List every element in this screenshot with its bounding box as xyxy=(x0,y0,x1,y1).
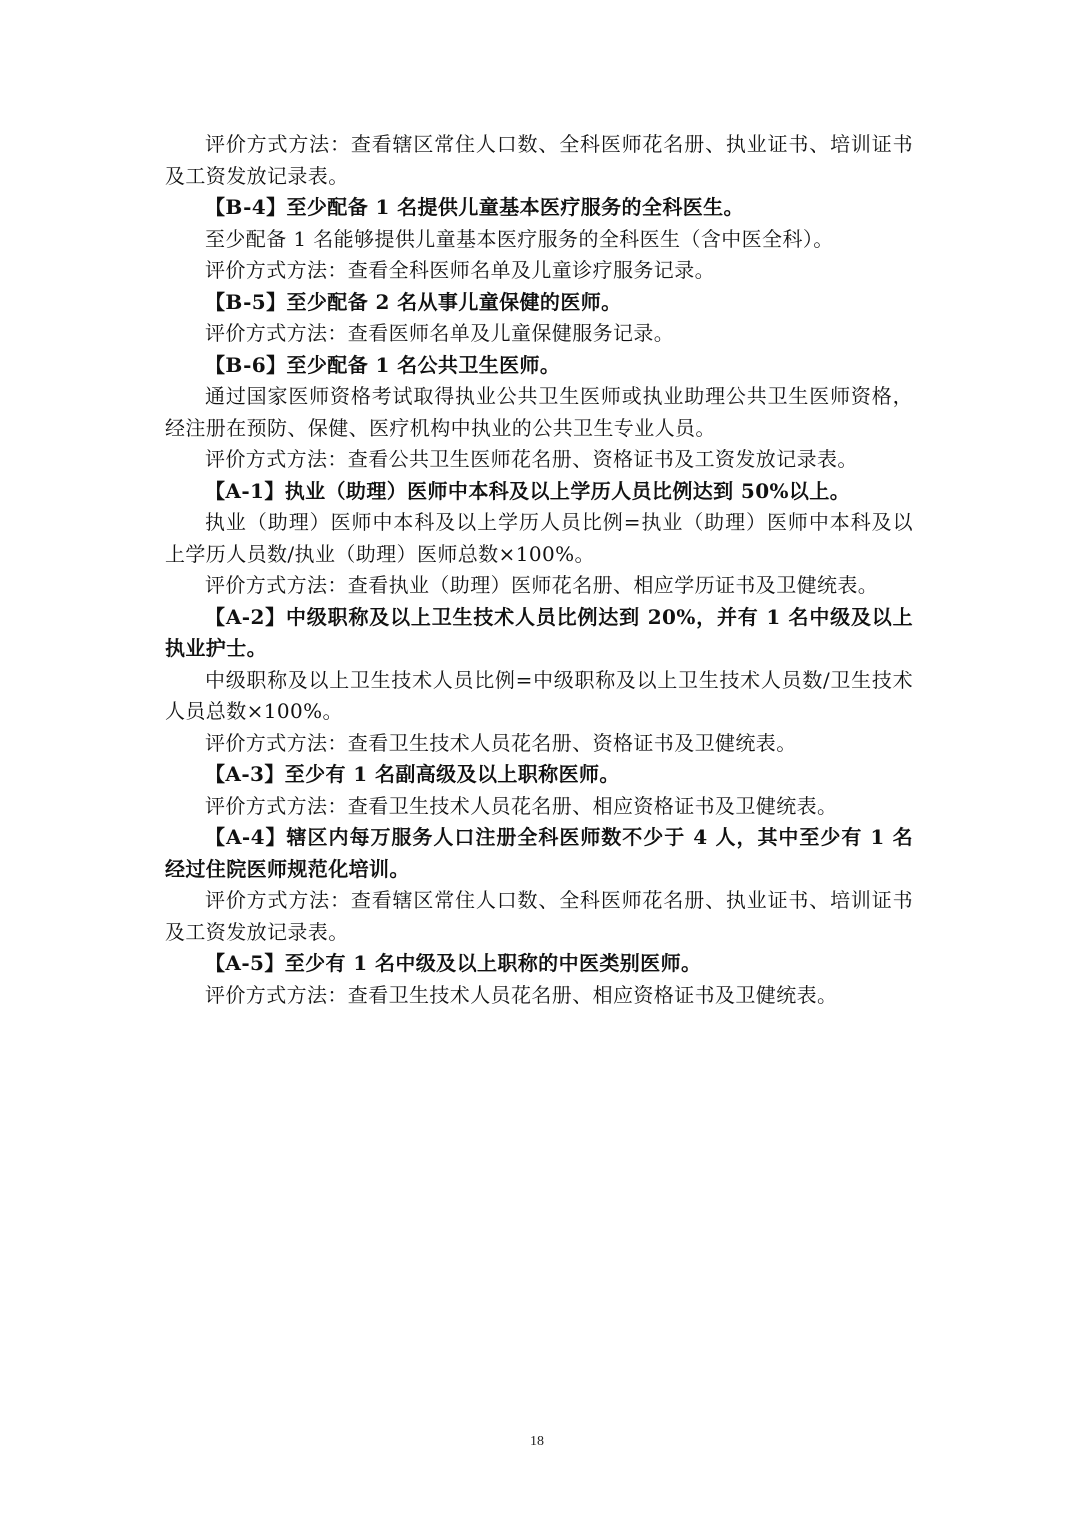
criterion-heading-a1: 【A-1】执业（助理）医师中本科及以上学历人员比例达到 50%以上。 xyxy=(205,478,851,503)
body-paragraph: 评价方式方法：查看卫生技术人员花名册、资格证书及卫健统表。 xyxy=(205,730,797,755)
body-paragraph: 评价方式方法：查看医师名单及儿童保健服务记录。 xyxy=(205,321,675,345)
criterion-heading-a3: 【A-3】至少有 1 名副高级及以上职称医师。 xyxy=(205,762,620,786)
body-paragraph: 执业（助理）医师中本科及以上学历人员比例=执业（助理）医师中本科及以上学历人员数/执业（助理）医师总数×100%。 xyxy=(165,510,913,566)
body-paragraph: 评价方式方法：查看全科医师名单及儿童诊疗服务记录。 xyxy=(205,258,715,282)
body-paragraph: 中级职称及以上卫生技术人员比例=中级职称及以上卫生技术人员数/卫生技术人员总数×100%。 xyxy=(165,667,913,723)
body-paragraph: 至少配备 1 名能够提供儿童基本医疗服务的全科医生（含中医全科）。 xyxy=(205,226,834,251)
criterion-heading-a4: 【A-4】辖区内每万服务人口注册全科医师数不少于 4 人，其中至少有 1 名经过住院医师规范化培训。 xyxy=(165,825,913,881)
body-paragraph: 评价方式方法：查看卫生技术人员花名册、相应资格证书及卫健统表。 xyxy=(205,982,838,1007)
body-paragraph: 评价方式方法：查看执业（助理）医师花名册、相应学历证书及卫健统表。 xyxy=(205,573,879,597)
criterion-heading-b6: 【B-6】至少配备 1 名公共卫生医师。 xyxy=(205,352,561,377)
criterion-heading-a2: 【A-2】中级职称及以上卫生技术人员比例达到 20%，并有 1 名中级及以上执业护士。 xyxy=(165,604,913,660)
page-number: 18 xyxy=(530,1434,544,1449)
body-paragraph: 评价方式方法：查看公共卫生医师花名册、资格证书及工资发放记录表。 xyxy=(205,447,858,471)
body-paragraph: 评价方式方法：查看卫生技术人员花名册、相应资格证书及卫健统表。 xyxy=(205,793,838,818)
body-paragraph: 评价方式方法：查看辖区常住人口数、全科医师花名册、执业证书、培训证书及工资发放记录表。 xyxy=(165,888,913,944)
criterion-heading-b4: 【B-4】至少配备 1 名提供儿童基本医疗服务的全科医生。 xyxy=(205,195,744,219)
criterion-heading-a5: 【A-5】至少有 1 名中级及以上职称的中医类别医师。 xyxy=(205,951,702,975)
criterion-heading-b5: 【B-5】至少配备 2 名从事儿童保健的医师。 xyxy=(205,289,622,314)
body-paragraph: 评价方式方法：查看辖区常住人口数、全科医师花名册、执业证书、培训证书及工资发放记录表。 xyxy=(165,132,913,188)
body-paragraph: 通过国家医师资格考试取得执业公共卫生医师或执业助理公共卫生医师资格，经注册在预防、保健、医疗机构中执业的公共卫生专业人员。 xyxy=(165,384,913,440)
page-body xyxy=(165,129,913,1011)
